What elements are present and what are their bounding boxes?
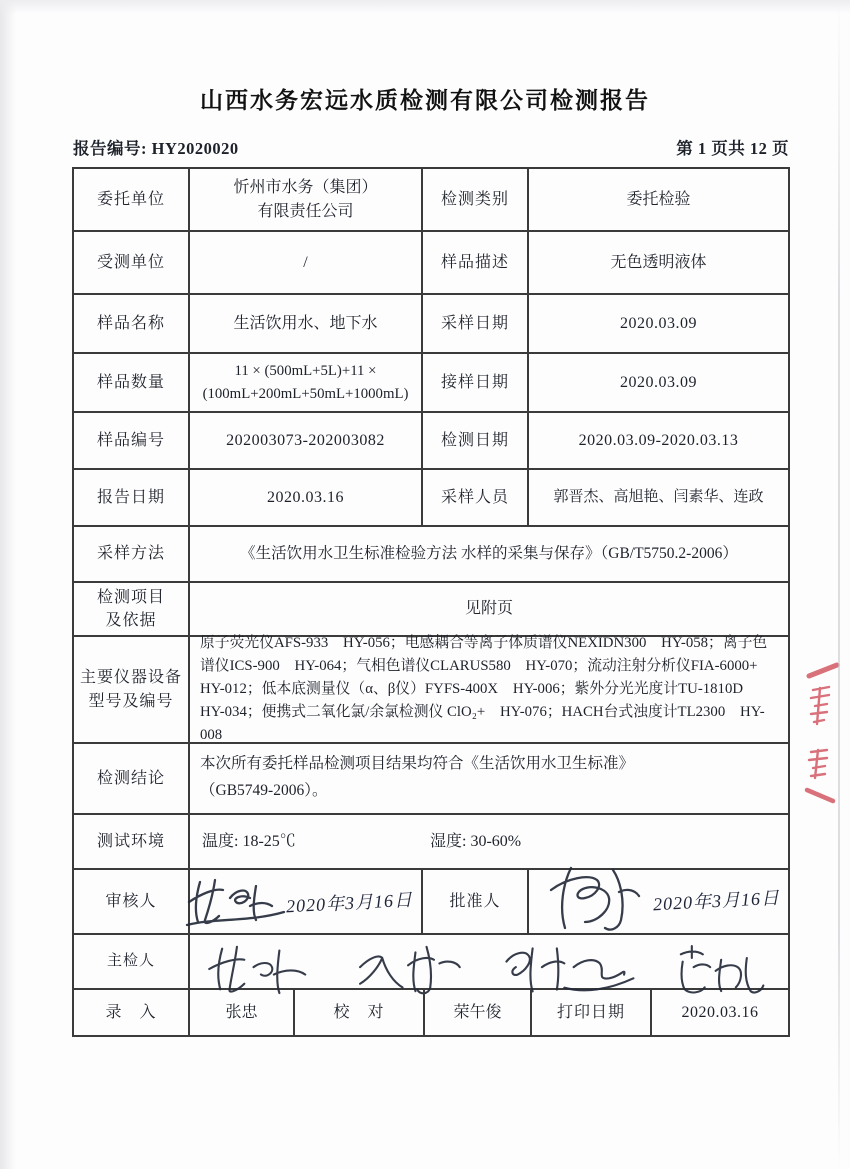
row-client bbox=[74, 169, 788, 232]
conclusion-line1: 本次所有委托样品检测项目结果均符合《生活饮用水卫生标准》 bbox=[200, 755, 635, 772]
page-edge-shadow bbox=[838, 0, 840, 1169]
instruments-label-cell bbox=[74, 637, 190, 742]
tested-unit-label-cell: 受测单位 bbox=[74, 232, 190, 293]
row-instruments bbox=[74, 637, 788, 744]
reviewer-signature-icon bbox=[184, 872, 288, 932]
reviewer-label-cell: 审核人 bbox=[74, 870, 190, 933]
row-entry-proof-print bbox=[74, 990, 788, 1035]
sample-qty-value-cell bbox=[190, 354, 423, 411]
sample-name-value-cell: 生活饮用水、地下水 bbox=[190, 295, 423, 352]
entry-label-cell: 录 入 bbox=[74, 990, 190, 1035]
tested-unit-value-cell: / bbox=[190, 232, 423, 293]
sample-qty-line2: (100mL+200mL+50mL+1000mL) bbox=[202, 385, 409, 402]
items-basis-value-cell: 见附页 bbox=[464, 600, 513, 618]
sampling-method-value-cell: 《生活饮用水卫生标准检验方法 水样的采集与保存》（GB/T5750.2-2006） bbox=[240, 544, 738, 562]
items-basis-label-line2: 及依据 bbox=[105, 612, 157, 629]
conclusion-value-cell bbox=[190, 744, 788, 813]
chief-label-cell: 主检人 bbox=[74, 935, 190, 988]
test-type-value-cell: 委托检验 bbox=[626, 190, 691, 208]
approver-label-cell: 批准人 bbox=[423, 870, 529, 933]
sample-no-value-cell: 202003073-202003082 bbox=[190, 413, 423, 468]
approver-signature-icon bbox=[535, 862, 647, 938]
samplers-value-cell: 郭晋杰、高旭艳、闫素华、连政 bbox=[553, 488, 764, 505]
client-label-cell: 委托单位 bbox=[74, 169, 190, 230]
report-table bbox=[72, 167, 790, 1037]
test-date-value-cell: 2020.03.09-2020.03.13 bbox=[578, 431, 739, 449]
report-number: 报告编号: HY2020020 bbox=[73, 139, 239, 158]
items-basis-label-cell bbox=[74, 583, 190, 635]
samplers-label-cell: 采样人员 bbox=[423, 470, 529, 525]
sampling-date-value-cell: 2020.03.09 bbox=[620, 314, 697, 332]
entry-value-cell: 张忠 bbox=[190, 990, 295, 1035]
print-date-label-cell: 打印日期 bbox=[532, 990, 652, 1035]
env-label-cell: 测试环境 bbox=[74, 815, 190, 868]
row-report-date bbox=[74, 470, 788, 527]
conclusion-label-cell: 检测结论 bbox=[74, 744, 190, 813]
approver-date-handwritten: 2020年3月16日 bbox=[652, 887, 781, 915]
row-reviewer-approver bbox=[74, 870, 788, 935]
red-seal-stamp-icon bbox=[801, 660, 843, 808]
instruments-value-cell: 原子荧光仪AFS-933 HY-056；电感耦合等离子体质谱仪NEXIDN300 HY-058；离子色谱仪ICS-900 HY-064；气相色谱仪CLARUS580 HY-070；流动注射分析仪FIA-6000+ HY-012；低本底测量仪（α、β仪）FYFS-400X HY-006；紫外分光光度计TU-1810D HY-034；便携式二氧化氯/余氯检测仪 ClO₂+ HY-076；HACH台式浊度计TL2300 HY-008 bbox=[200, 635, 773, 743]
sampling-method-label-cell: 采样方法 bbox=[74, 527, 190, 581]
sampling-date-label-cell: 采样日期 bbox=[423, 295, 529, 352]
test-type-label-cell: 检测类别 bbox=[423, 169, 529, 230]
row-sample-qty bbox=[74, 354, 788, 413]
row-sample-name bbox=[74, 295, 788, 354]
page-title: 山西水务宏远水质检测有限公司检测报告 bbox=[200, 87, 650, 113]
row-tested-unit bbox=[74, 232, 788, 295]
env-humidity: 湿度: 30-60% bbox=[430, 832, 522, 850]
sample-desc-label-cell: 样品描述 bbox=[423, 232, 529, 293]
reviewer-date-handwritten: 2020年3月16日 bbox=[285, 889, 414, 917]
receive-date-label-cell: 接样日期 bbox=[423, 354, 529, 411]
row-sample-no bbox=[74, 413, 788, 470]
report-date-value-cell: 2020.03.16 bbox=[190, 470, 423, 525]
client-value-cell bbox=[190, 169, 423, 230]
sample-name-label-cell: 样品名称 bbox=[74, 295, 190, 352]
env-temperature: 温度: 18-25℃ bbox=[202, 832, 296, 850]
report-date-label-cell: 报告日期 bbox=[74, 470, 190, 525]
reviewer-signature-cell bbox=[190, 870, 423, 933]
row-sampling-method bbox=[74, 527, 788, 583]
row-chief-inspectors bbox=[74, 935, 788, 990]
sample-qty-line1: 11 × (500mL+5L)+11 × bbox=[234, 362, 377, 379]
row-environment bbox=[74, 815, 788, 870]
sample-desc-value-cell: 无色透明液体 bbox=[610, 253, 707, 271]
conclusion-line2: （GB5749-2006）。 bbox=[200, 782, 328, 800]
report-meta-row bbox=[73, 135, 789, 159]
sample-no-label-cell: 样品编号 bbox=[74, 413, 190, 468]
proof-value-cell: 荣午俊 bbox=[425, 990, 532, 1035]
client-value-line1: 忻州市水务（集团） bbox=[233, 179, 378, 197]
approver-signature-cell bbox=[529, 870, 788, 933]
receive-date-value-cell: 2020.03.09 bbox=[620, 373, 697, 391]
page-indicator: 第 1 页共 12 页 bbox=[676, 139, 789, 158]
proof-label-cell: 校 对 bbox=[295, 990, 425, 1035]
items-basis-label-line1: 检测项目 bbox=[96, 588, 165, 606]
chief-signatures-cell bbox=[190, 935, 788, 988]
print-date-value-cell: 2020.03.16 bbox=[681, 1003, 759, 1021]
instruments-label-line2: 型号及编号 bbox=[88, 692, 174, 710]
row-conclusion bbox=[74, 744, 788, 815]
test-date-label-cell: 检测日期 bbox=[423, 413, 529, 468]
client-value-line2: 有限责任公司 bbox=[257, 202, 354, 220]
instruments-label-line1: 主要仪器设备 bbox=[80, 669, 183, 687]
env-value-cell bbox=[190, 815, 788, 868]
row-items-basis bbox=[74, 583, 788, 637]
sample-qty-label-cell: 样品数量 bbox=[74, 354, 190, 411]
